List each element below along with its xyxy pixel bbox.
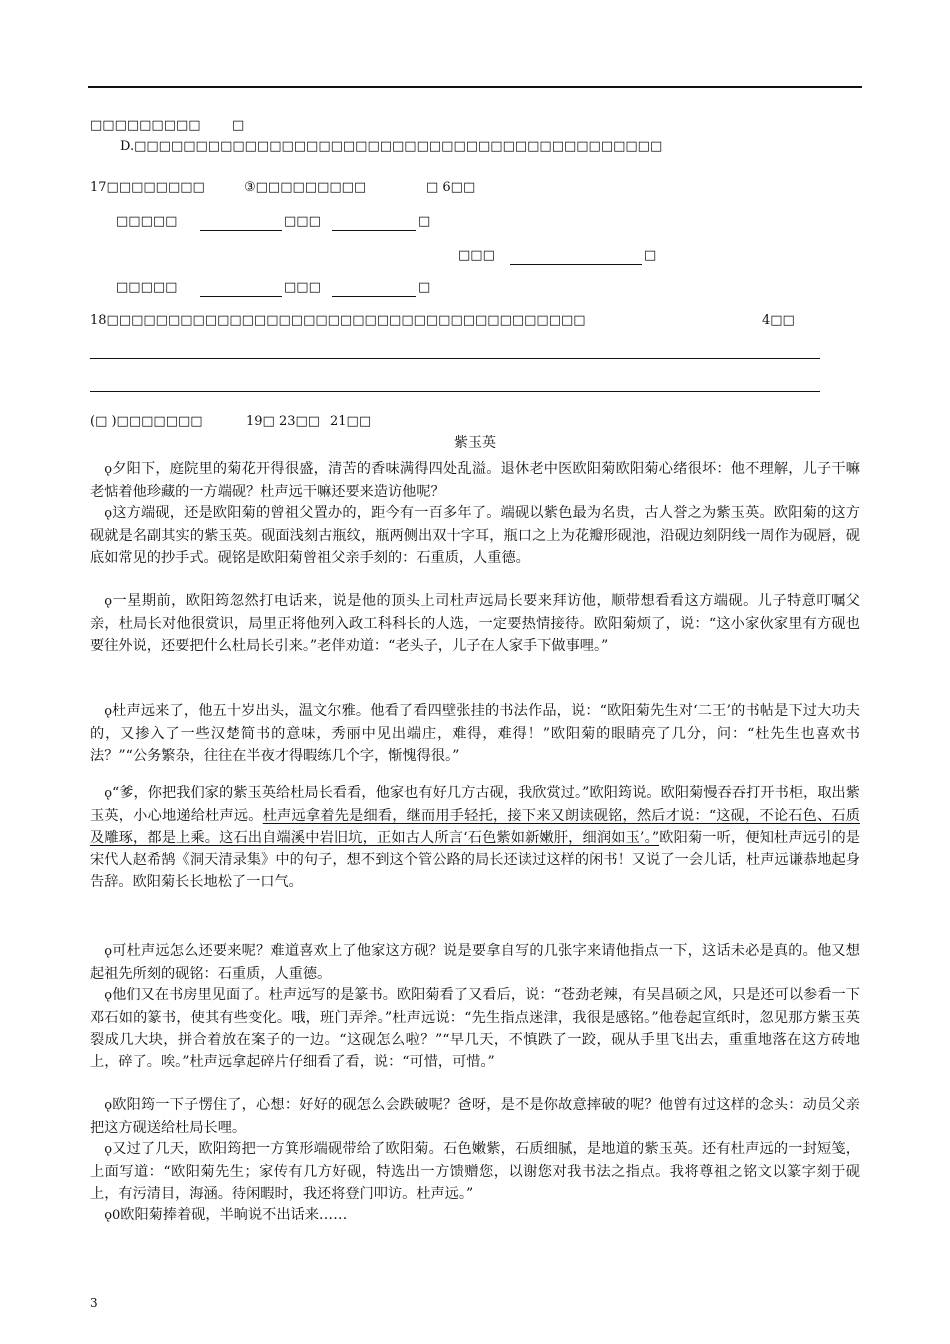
paragraph-mark: ǫ0 [104, 1208, 121, 1223]
answer-row-3-mid: □□□ [284, 280, 321, 295]
question-17-points: □ 6□□ [426, 180, 476, 195]
question-17: 17□□□□□□□□ [90, 180, 205, 195]
answer-row-1-mid: □□□ [284, 214, 321, 229]
answer-blank-5[interactable] [332, 296, 416, 297]
article-paragraph-5: ǫ“爹，你把我们家的紫玉英给杜局长看看，他家也有好几方古砚，我欣赏过。”欧阳筠说。欧阳菊慢吞吞打开书柜，取出紫玉英，小心地递给杜声远。杜声远拿着先是细看，继而用手轻托，接下来又朗读砚铭，然后才说：“这砚，不论石色、石质及雕琢，都是上乘。这石出自端溪中岩旧坑，正如古人所言‘石色紫如新嫩肝，细润如玉’。”欧阳菊一听，便知杜声远引的是宋代人赵希鹄《洞天清录集》中的句子，想不到这个管公路的局长还读过这样的闲书！又说了一会儿话，杜声远谦恭地起身告辞。欧阳菊长长地松了一口气。 [90, 785, 860, 890]
question-18: 18□□□□□□□□□□□□□□□□□□□□□□□□□□□□□□□□□□□□□□□ [90, 313, 586, 328]
answer-blank-4[interactable] [200, 296, 282, 297]
page-number: 3 [90, 1296, 98, 1310]
article-paragraph-10: ǫ0欧阳菊捧着砚，半晌说不出话来…… [104, 1207, 348, 1223]
answer-line-1[interactable] [90, 358, 820, 359]
article-paragraph-1: ǫ夕阳下，庭院里的菊花开得很盛，清苦的香味满得四处乱溢。退休老中医欧阳菊欧阳菊心绪很坏：他不理解，儿子干嘛老惦着他珍藏的一方端砚？杜声远干嘛还要来造访他呢？ [90, 461, 860, 500]
question-line-1: □□□□□□□□□ [90, 118, 201, 133]
paragraph-mark: ǫ [104, 1142, 113, 1157]
answer-row-1-label: □□□□□ [116, 214, 178, 229]
article-paragraph-2: ǫ这方端砚，还是欧阳菊的曾祖父置办的，距今有一百多年了。端砚以紫色最为名贵，古人誉之为紫玉英。欧阳菊的这方砚就是名副其实的紫玉英。砚面浅刻古瓶纹，瓶两侧出双十字耳，瓶口之上为花瓣形砚池，沿砚边刻阴线一周作为砚唇，砚底如常见的抄手式。砚铭是欧阳菊曾祖父亲手刻的：石重质，人重德。 [90, 505, 860, 566]
underlined-passage: 杜声远拿着先是细看，继而用手轻托，接下来又朗读砚铭，然后才说：“这砚，不论石色、石质及雕琢，都是上乘。这石出自端溪中岩旧坑，正如古人所言‘石色紫如新嫩肝，细润如玉’。” [90, 808, 860, 846]
article-title: 紫玉英 [454, 435, 496, 451]
answer-blank-1[interactable] [200, 230, 282, 231]
section-questions: 19□ 23□□ [246, 414, 321, 429]
option-d: D.□□□□□□□□□□□□□□□□□□□□□□□□□□□□□□□□□□□□□□□□□□□ [120, 139, 663, 154]
question-17-part: ③□□□□□□□□□ [244, 180, 367, 195]
answer-row-1-end: □ [418, 214, 431, 229]
article-paragraph-4: ǫ杜声远来了，他五十岁出头，温文尔雅。他看了看四壁张挂的书法作品，说：“欧阳菊先生对‘二王’的书帖是下过大功夫的，又掺入了一些汉楚简书的意味，秀丽中见出端庄，难得，难得！”欧阳菊的眼睛亮了几分，问：“杜先生也喜欢书法？”“公务繁杂，往往在半夜才得暇练几个字，惭愧得很。” [90, 703, 860, 764]
paragraph-mark: ǫ [104, 704, 113, 719]
paragraph-mark: ǫ [104, 944, 113, 959]
question-18-points: 4□□ [762, 313, 795, 328]
paragraph-mark: ǫ [104, 1098, 113, 1113]
paragraph-mark: ǫ [104, 786, 113, 801]
section-points: 21□□ [330, 414, 372, 429]
answer-blank-2[interactable] [332, 230, 416, 231]
answer-blank-3[interactable] [510, 264, 642, 265]
paragraph-mark: ǫ [104, 594, 113, 609]
article-paragraph-9: ǫ又过了几天，欧阳筠把一方箕形端砚带给了欧阳菊。石色嫩紫，石质细腻，是地道的紫玉英。还有杜声远的一封短笺，上面写道：“欧阳菊先生；家传有几方好砚，特选出一方馈赠您，以谢您对我书法之指点。我将尊祖之铭文以篆字刻于砚上，有污清目，海涵。待闲暇时，我还将登门叩访。杜声远。” [90, 1141, 860, 1202]
answer-row-2-label: □□□ [458, 248, 495, 263]
question-line-1-end: □ [232, 118, 245, 133]
article-paragraph-3: ǫ一星期前，欧阳筠忽然打电话来，说是他的顶头上司杜声远局长要来拜访他，顺带想看看这方端砚。儿子特意叮嘱父亲，杜局长对他很赏识，局里正将他列入政工科科长的人选，一定要热情接待。欧阳菊烦了，说：“这小家伙家里有方砚也要往外说，还要把什么杜局长引来。”老伴劝道：“老头子，儿子在人家手下做事哩。” [90, 593, 860, 654]
paragraph-mark: ǫ [104, 988, 113, 1003]
answer-row-2-end: □ [644, 248, 657, 263]
article-paragraph-7: ǫ他们又在书房里见面了。杜声远写的是篆书。欧阳菊看了又看后，说：“苍劲老辣，有吴昌硕之风，只是还可以参看一下邓石如的篆书，使其有些变化。哦，班门弄斧。”杜声远说：“先生指点迷津，我很是感铭。”他卷起宣纸时，忽见那方紫玉英裂成几大块，拼合着放在案子的一边。“这砚怎么啦？”“早几天，不慎跌了一跤，砚从手里飞出去，重重地落在这方砖地上，碎了。唉。”杜声远拿起碎片仔细看了看，说：“可惜，可惜。” [90, 987, 860, 1070]
article-paragraph-6: ǫ可杜声远怎么还要来呢？难道喜欢上了他家这方砚？说是要拿自写的几张字来请他指点一下，这话未必是真的。他又想起祖先所刻的砚铭：石重质，人重德。 [90, 943, 860, 982]
answer-row-3-label: □□□□□ [116, 280, 178, 295]
article-paragraph-8: ǫ欧阳筠一下子愣住了，心想：好好的砚怎么会跌破呢？爸呀，是不是你故意摔破的呢？他曾有过这样的念头：动员父亲把这方砚送给杜局长哩。 [90, 1097, 860, 1136]
section-heading: (□ )□□□□□□□ [90, 414, 203, 429]
answer-line-2[interactable] [90, 391, 820, 392]
answer-row-3-end: □ [418, 280, 431, 295]
paragraph-mark: ǫ [104, 462, 113, 477]
header-rule [88, 86, 862, 88]
paragraph-mark: ǫ [104, 506, 113, 521]
